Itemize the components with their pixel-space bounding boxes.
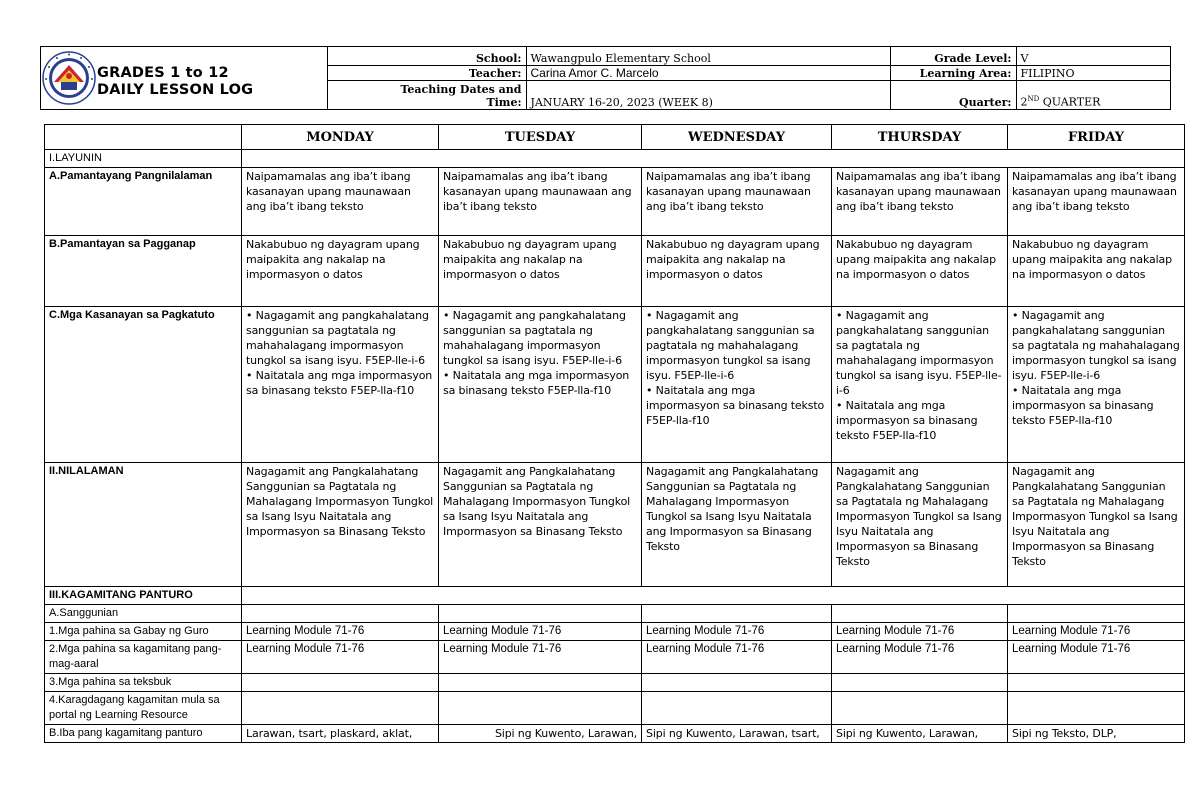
- nilalaman-thursday: Nagagamit ang Pangkalahatang Sanggunian sa Pagtatala ng Mahalagang Impormasyon Tungkol sa Isang Isyu Naitatala ang Impormasyon sa Binasang Teksto: [832, 463, 1008, 587]
- pamantayang-friday: Naipamamalas ang iba’t ibang kasanayan upang maunawaan ang iba’t ibang teksto: [1008, 168, 1185, 236]
- table-row: [45, 725, 1185, 743]
- kasanayan-bullet-2: • Naitatala ang mga impormasyon sa binasang teksto F5EP-lla-f10: [246, 369, 433, 397]
- kasanayan-bullet-1: • Nagagamit ang pangkahalatang sanggunian sa pagtatala ng mahahalagang impormasyon tungkol sa isang isyu. F5EP-lle-i-6: [646, 309, 815, 382]
- mag-aaral-tuesday: Learning Module 71-76: [439, 641, 642, 674]
- kasanayan-bullet-2: • Naitatala ang mga impormasyon sa binasang teksto F5EP-lla-f10: [1012, 384, 1154, 427]
- table-row: [45, 692, 1185, 725]
- kasanayan-bullet-1: • Nagagamit ang pangkahalatang sanggunian sa pagtatala ng mahahalagang impormasyon tungkol sa isang isyu. F5EP-lle-i-6: [836, 309, 1002, 397]
- table-row: [45, 641, 1185, 674]
- gabay-monday: Learning Module 71-76: [242, 623, 439, 641]
- row-label-nilalaman: II.NILALAMAN: [45, 463, 242, 587]
- nilalaman-tuesday: Nagagamit ang Pangkalahatang Sanggunian sa Pagtatala ng Mahalagang Impormasyon Tungkol sa Isang Isyu Naitatala ang Impormasyon sa Binasang Teksto: [439, 463, 642, 587]
- sanggunian-tuesday: [439, 605, 642, 623]
- nilalaman-wednesday: Nagagamit ang Pangkalahatang Sanggunian sa Pagtatala ng Mahalagang Impormasyon Tungkol sa Isang Isyu Naitatala ang Impormasyon sa Binasang Teksto: [642, 463, 832, 587]
- iba-pang-thursday: Sipi ng Kuwento, Larawan,: [832, 725, 1008, 743]
- gabay-thursday: Learning Module 71-76: [832, 623, 1008, 641]
- row-label-iba-pang-kagamitan: B.Iba pang kagamitang panturo: [45, 725, 242, 743]
- kasanayan-tuesday: [439, 307, 642, 463]
- corner-header: [45, 125, 242, 150]
- table-row: [45, 463, 1185, 587]
- mag-aaral-thursday: Learning Module 71-76: [832, 641, 1008, 674]
- mag-aaral-wednesday: Learning Module 71-76: [642, 641, 832, 674]
- table-row: [45, 674, 1185, 692]
- lesson-log-header: [40, 46, 1171, 110]
- quarter-text: QUARTER: [1039, 96, 1101, 109]
- day-header-wednesday: WEDNESDAY: [642, 125, 832, 150]
- pagganap-monday: Nakabubuo ng dayagram upang maipakita ang nakalap na impormasyon o datos: [242, 236, 439, 307]
- day-header-row: [45, 125, 1185, 150]
- iba-pang-wednesday: Sipi ng Kuwento, Larawan, tsart,: [642, 725, 832, 743]
- deped-seal-icon: [42, 51, 96, 105]
- table-row: [45, 605, 1185, 623]
- pagganap-thursday: Nakabubuo ng dayagram upang maipakita ang nakalap na impormasyon o datos: [832, 236, 1008, 307]
- kasanayan-bullet-1: • Nagagamit ang pangkahalatang sanggunian sa pagtatala ng mahahalagang impormasyon tungkol sa isang isyu. F5EP-lle-i-6: [1012, 309, 1180, 382]
- pamantayang-tuesday: Naipamamalas ang iba’t ibang kasanayan upang maunawaan ang iba’t ibang teksto: [439, 168, 642, 236]
- iba-pang-monday: Larawan, tsart, plaskard, aklat,: [242, 725, 439, 743]
- gabay-wednesday: Learning Module 71-76: [642, 623, 832, 641]
- table-row: [45, 623, 1185, 641]
- learning-area-label: Learning Area:: [890, 65, 1016, 80]
- karagdagang-monday: [242, 692, 439, 725]
- day-header-thursday: THURSDAY: [832, 125, 1008, 150]
- grade-level-value: V: [1016, 47, 1170, 65]
- day-header-monday: MONDAY: [242, 125, 439, 150]
- nilalaman-monday: Nagagamit ang Pangkalahatang Sanggunian sa Pagtatala ng Mahalagang Impormasyon Tungkol sa Isang Isyu Naitatala ang Impormasyon sa Binasang Teksto: [242, 463, 439, 587]
- pagganap-wednesday: Nakabubuo ng dayagram upang maipakita ang nakalap na impormasyon o datos: [642, 236, 832, 307]
- learning-area-value: FILIPINO: [1016, 65, 1170, 80]
- quarter-label: Quarter:: [890, 80, 1016, 109]
- kasanayan-monday: [242, 307, 439, 463]
- teksbuk-friday: [1008, 674, 1185, 692]
- title-grades: GRADES 1 to 12: [97, 65, 229, 81]
- table-row: [45, 168, 1185, 236]
- lesson-plan-table: [44, 124, 1185, 743]
- row-label-kagamitang-pang-mag-aaral: 2.Mga pahina sa kagamitang pang-mag-aaral: [45, 641, 242, 674]
- teacher-label: Teacher:: [327, 65, 526, 80]
- kasanayan-bullet-1: • Nagagamit ang pangkahalatang sanggunian sa pagtatala ng mahahalagang impormasyon tungkol sa isang isyu. F5EP-lle-i-6: [246, 309, 429, 367]
- kasanayan-bullet-2: • Naitatala ang mga impormasyon sa binasang teksto F5EP-lla-f10: [836, 399, 978, 442]
- kagamitan-blank: [242, 587, 1185, 605]
- pagganap-friday: Nakabubuo ng dayagram upang maipakita ang nakalap na impormasyon o datos: [1008, 236, 1185, 307]
- row-label-kasanayan: C.Mga Kasanayan sa Pagkatuto: [45, 307, 242, 463]
- pagganap-tuesday: Nakabubuo ng dayagram upang maipakita ang nakalap na impormasyon o datos: [439, 236, 642, 307]
- teaching-dates-label: [327, 80, 526, 109]
- gabay-friday: Learning Module 71-76: [1008, 623, 1185, 641]
- pamantayang-monday: Naipamamalas ang iba’t ibang kasanayan upang maunawaan ang iba’t ibang teksto: [242, 168, 439, 236]
- quarter-suffix: ND: [1027, 95, 1040, 104]
- kasanayan-friday: [1008, 307, 1185, 463]
- row-label-gabay-ng-guro: 1.Mga pahina sa Gabay ng Guro: [45, 623, 242, 641]
- karagdagang-wednesday: [642, 692, 832, 725]
- row-label-sanggunian: A.Sanggunian: [45, 605, 242, 623]
- row-label-pamantayang-pangnilalaman: A.Pamantayang Pangnilalaman: [45, 168, 242, 236]
- teksbuk-tuesday: [439, 674, 642, 692]
- sanggunian-friday: [1008, 605, 1185, 623]
- table-row: [45, 587, 1185, 605]
- karagdagang-tuesday: [439, 692, 642, 725]
- school-value: Wawangpulo Elementary School: [526, 47, 890, 65]
- mag-aaral-monday: Learning Module 71-76: [242, 641, 439, 674]
- gabay-tuesday: Learning Module 71-76: [439, 623, 642, 641]
- kasanayan-wednesday: [642, 307, 832, 463]
- pamantayang-thursday: Naipamamalas ang iba’t ibang kasanayan upang maunawaan ang iba’t ibang teksto: [832, 168, 1008, 236]
- row-label-karagdagang-kagamitan: 4.Karagdagang kagamitan mula sa portal ng Learning Resource: [45, 692, 242, 725]
- kasanayan-bullet-1: • Nagagamit ang pangkahalatang sanggunian sa pagtatala ng mahahalagang impormasyon tungkol sa isang isyu. F5EP-lle-i-6: [443, 309, 626, 367]
- layunin-blank: [242, 150, 1185, 168]
- grade-level-label: Grade Level:: [890, 47, 1016, 65]
- teaching-dates-label-line1: Teaching Dates and: [400, 83, 522, 96]
- kasanayan-bullet-2: • Naitatala ang mga impormasyon sa binasang teksto F5EP-lla-f10: [646, 384, 825, 427]
- kasanayan-bullet-2: • Naitatala ang mga impormasyon sa binasang teksto F5EP-lla-f10: [443, 369, 630, 397]
- day-header-friday: FRIDAY: [1008, 125, 1185, 150]
- header-info-grid: [327, 47, 1170, 109]
- row-label-pamantayan-sa-pagganap: B.Pamantayan sa Pagganap: [45, 236, 242, 307]
- karagdagang-thursday: [832, 692, 1008, 725]
- table-row: [45, 150, 1185, 168]
- teacher-value: Carina Amor C. Marcelo: [526, 65, 890, 80]
- row-label-teksbuk: 3.Mga pahina sa teksbuk: [45, 674, 242, 692]
- quarter-number: 2: [1020, 96, 1028, 109]
- row-label-kagamitang-panturo: III.KAGAMITANG PANTURO: [45, 587, 242, 605]
- mag-aaral-friday: Learning Module 71-76: [1008, 641, 1185, 674]
- quarter-value: [1016, 80, 1170, 109]
- iba-pang-friday: Sipi ng Teksto, DLP,: [1008, 725, 1185, 743]
- teksbuk-wednesday: [642, 674, 832, 692]
- nilalaman-friday: Nagagamit ang Pangkalahatang Sanggunian sa Pagtatala ng Mahalagang Impormasyon Tungkol sa Isang Isyu Naitatala ang Impormasyon sa Binasang Teksto: [1008, 463, 1185, 587]
- teaching-dates-label-line2: Time:: [486, 96, 522, 109]
- logo-title-box: [41, 47, 328, 109]
- day-header-tuesday: TUESDAY: [439, 125, 642, 150]
- karagdagang-friday: [1008, 692, 1185, 725]
- teksbuk-thursday: [832, 674, 1008, 692]
- title-daily-lesson-log: DAILY LESSON LOG: [97, 82, 254, 98]
- row-label-layunin: I.LAYUNIN: [45, 150, 242, 168]
- pamantayang-wednesday: Naipamamalas ang iba’t ibang kasanayan upang maunawaan ang iba’t ibang teksto: [642, 168, 832, 236]
- sanggunian-monday: [242, 605, 439, 623]
- school-label: School:: [327, 47, 526, 65]
- sanggunian-wednesday: [642, 605, 832, 623]
- table-row: [45, 307, 1185, 463]
- sanggunian-thursday: [832, 605, 1008, 623]
- teaching-dates-value: JANUARY 16-20, 2023 (WEEK 8): [526, 80, 890, 109]
- table-row: [45, 236, 1185, 307]
- iba-pang-tuesday: Sipi ng Kuwento, Larawan,: [439, 725, 642, 743]
- kasanayan-thursday: [832, 307, 1008, 463]
- teksbuk-monday: [242, 674, 439, 692]
